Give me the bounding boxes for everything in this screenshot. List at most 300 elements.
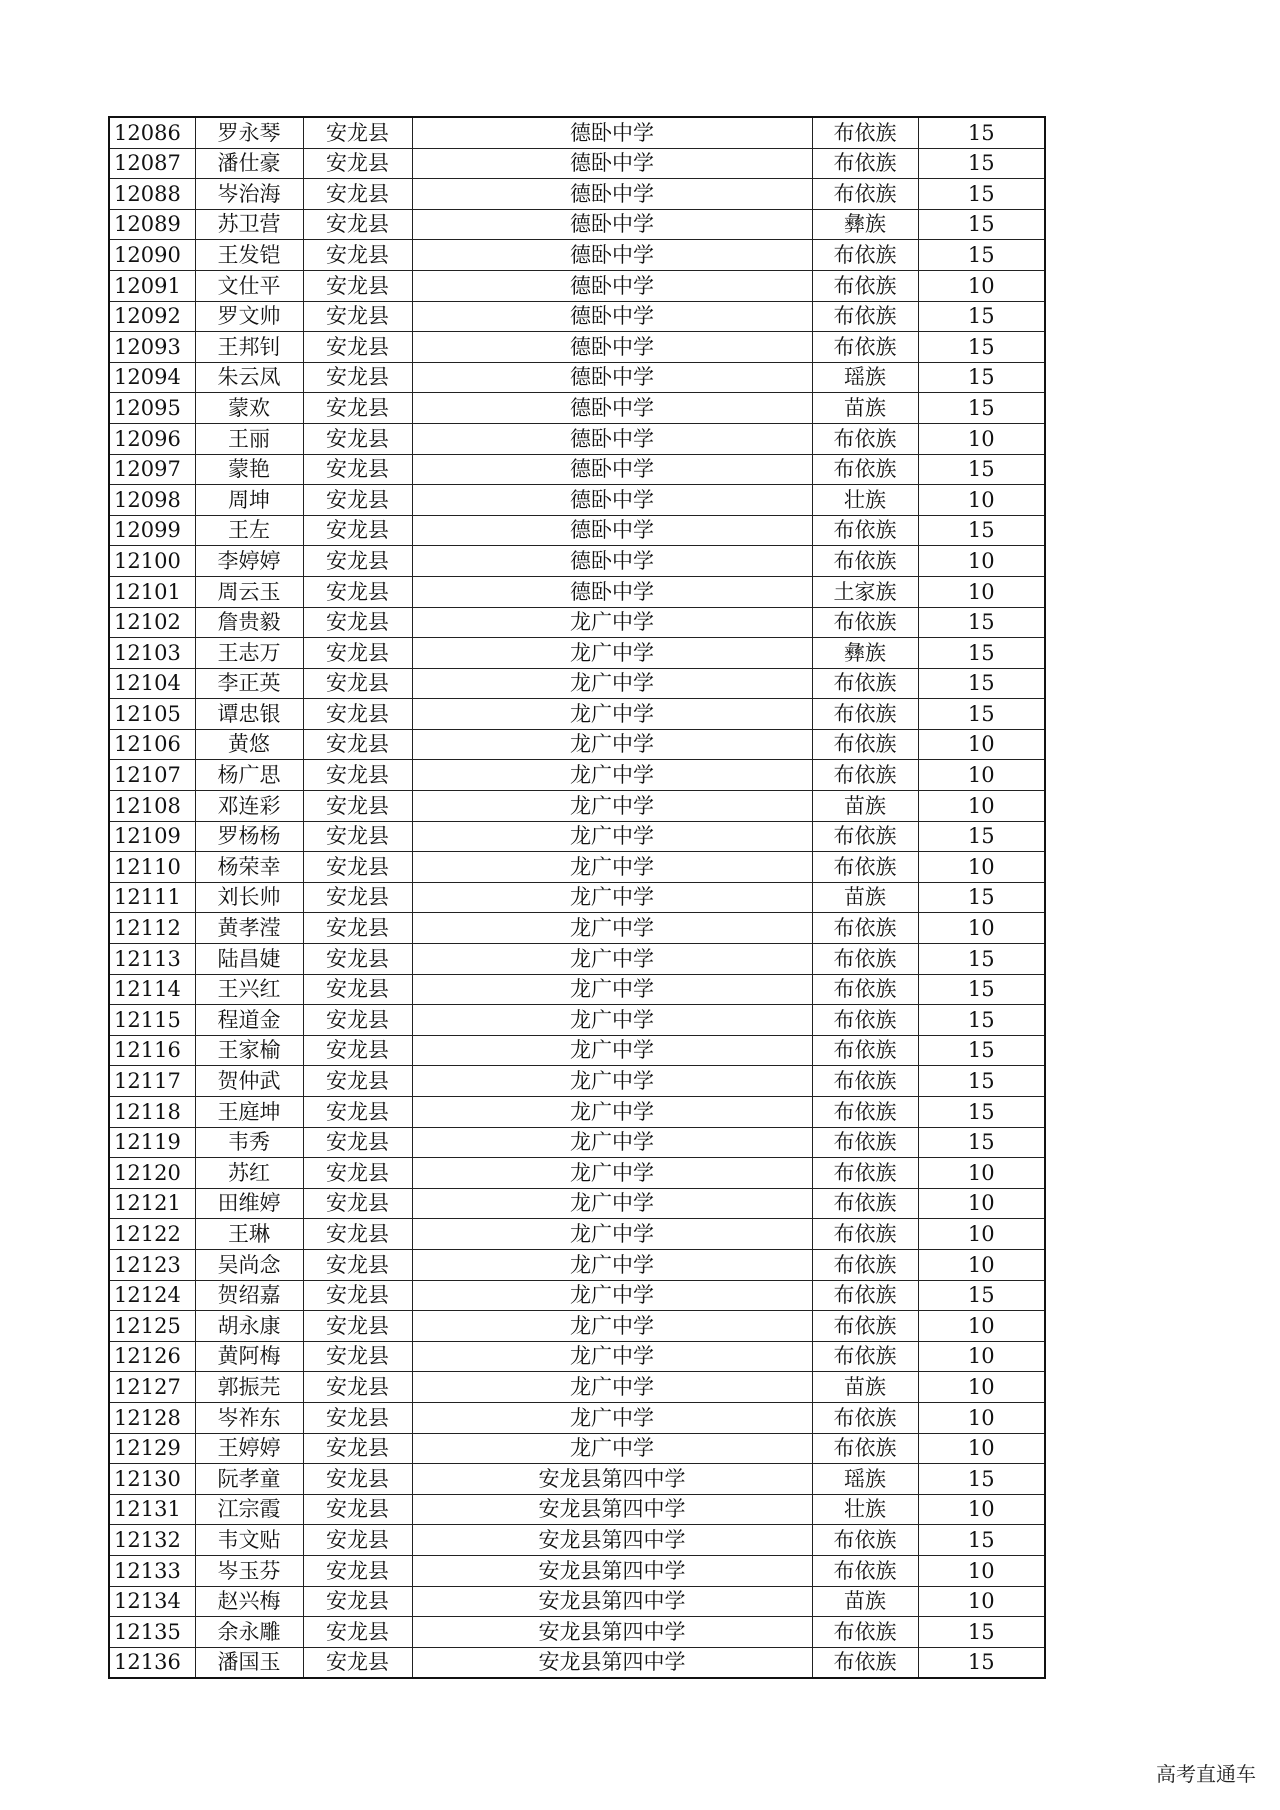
ethnicity-cell: 苗族: [812, 1372, 918, 1403]
table-row: [109, 1555, 1045, 1586]
school-cell: 德卧中学: [412, 515, 812, 546]
points-cell: 15: [918, 974, 1045, 1005]
ethnicity-cell: 布依族: [812, 332, 918, 363]
county-cell: 安龙县: [303, 209, 412, 240]
points-cell: 10: [918, 1219, 1045, 1250]
points-cell: 15: [918, 240, 1045, 271]
name-cell: 王发铠: [195, 240, 303, 271]
county-cell: 安龙县: [303, 882, 412, 913]
school-cell: 德卧中学: [412, 117, 812, 148]
points-cell: 10: [918, 1372, 1045, 1403]
points-cell: 10: [918, 913, 1045, 944]
name-cell: 罗文帅: [195, 301, 303, 332]
county-cell: 安龙县: [303, 179, 412, 210]
school-cell: 龙广中学: [412, 668, 812, 699]
ethnicity-cell: 布依族: [812, 1617, 918, 1648]
table-row: [109, 791, 1045, 822]
table-row: [109, 852, 1045, 883]
table-row: [109, 1066, 1045, 1097]
school-cell: 龙广中学: [412, 1005, 812, 1036]
name-cell: 李婷婷: [195, 546, 303, 577]
name-cell: 周坤: [195, 485, 303, 516]
points-cell: 15: [918, 301, 1045, 332]
points-cell: 10: [918, 1555, 1045, 1586]
name-cell: 邓连彩: [195, 791, 303, 822]
county-cell: 安龙县: [303, 1066, 412, 1097]
name-cell: 苏卫营: [195, 209, 303, 240]
ethnicity-cell: 布依族: [812, 1097, 918, 1128]
points-cell: 15: [918, 1066, 1045, 1097]
ethnicity-cell: 布依族: [812, 240, 918, 271]
number-cell: 12093: [109, 332, 195, 363]
name-cell: 周云玉: [195, 576, 303, 607]
number-cell: 12086: [109, 117, 195, 148]
school-cell: 龙广中学: [412, 1372, 812, 1403]
points-cell: 10: [918, 1586, 1045, 1617]
school-cell: 龙广中学: [412, 1127, 812, 1158]
name-cell: 罗永琴: [195, 117, 303, 148]
school-cell: 德卧中学: [412, 362, 812, 393]
points-cell: 15: [918, 1097, 1045, 1128]
table-row: [109, 760, 1045, 791]
school-cell: 德卧中学: [412, 485, 812, 516]
points-cell: 15: [918, 148, 1045, 179]
number-cell: 12089: [109, 209, 195, 240]
name-cell: 蒙欢: [195, 393, 303, 424]
county-cell: 安龙县: [303, 393, 412, 424]
number-cell: 12103: [109, 638, 195, 669]
points-cell: 15: [918, 821, 1045, 852]
ethnicity-cell: 布依族: [812, 515, 918, 546]
points-cell: 10: [918, 852, 1045, 883]
school-cell: 龙广中学: [412, 913, 812, 944]
ethnicity-cell: 布依族: [812, 1280, 918, 1311]
county-cell: 安龙县: [303, 515, 412, 546]
table-row: [109, 1402, 1045, 1433]
county-cell: 安龙县: [303, 638, 412, 669]
table-row: [109, 913, 1045, 944]
number-cell: 12112: [109, 913, 195, 944]
ethnicity-cell: 布依族: [812, 913, 918, 944]
name-cell: 黄悠: [195, 729, 303, 760]
table-row: [109, 301, 1045, 332]
county-cell: 安龙县: [303, 301, 412, 332]
name-cell: 郭振芫: [195, 1372, 303, 1403]
points-cell: 10: [918, 1249, 1045, 1280]
table-row: [109, 546, 1045, 577]
name-cell: 王婷婷: [195, 1433, 303, 1464]
name-cell: 程道金: [195, 1005, 303, 1036]
table-row: [109, 1464, 1045, 1495]
table-row: [109, 944, 1045, 975]
name-cell: 王左: [195, 515, 303, 546]
number-cell: 12088: [109, 179, 195, 210]
school-cell: 安龙县第四中学: [412, 1586, 812, 1617]
ethnicity-cell: 彝族: [812, 638, 918, 669]
school-cell: 龙广中学: [412, 821, 812, 852]
school-cell: 龙广中学: [412, 1219, 812, 1250]
watermark-text: 高考直通车: [1156, 1762, 1256, 1786]
ethnicity-cell: 瑶族: [812, 362, 918, 393]
number-cell: 12115: [109, 1005, 195, 1036]
number-cell: 12123: [109, 1249, 195, 1280]
school-cell: 安龙县第四中学: [412, 1617, 812, 1648]
name-cell: 杨荣幸: [195, 852, 303, 883]
school-cell: 龙广中学: [412, 1402, 812, 1433]
county-cell: 安龙县: [303, 1005, 412, 1036]
name-cell: 黄阿梅: [195, 1341, 303, 1372]
number-cell: 12124: [109, 1280, 195, 1311]
school-cell: 德卧中学: [412, 209, 812, 240]
school-cell: 龙广中学: [412, 944, 812, 975]
ethnicity-cell: 布依族: [812, 1341, 918, 1372]
number-cell: 12111: [109, 882, 195, 913]
name-cell: 胡永康: [195, 1311, 303, 1342]
county-cell: 安龙县: [303, 240, 412, 271]
name-cell: 江宗霞: [195, 1494, 303, 1525]
name-cell: 韦文贴: [195, 1525, 303, 1556]
points-cell: 15: [918, 209, 1045, 240]
table-row: [109, 1341, 1045, 1372]
ethnicity-cell: 布依族: [812, 454, 918, 485]
points-cell: 15: [918, 117, 1045, 148]
county-cell: 安龙县: [303, 1280, 412, 1311]
ethnicity-cell: 苗族: [812, 882, 918, 913]
number-cell: 12129: [109, 1433, 195, 1464]
name-cell: 谭忠银: [195, 699, 303, 730]
points-cell: 10: [918, 760, 1045, 791]
points-cell: 15: [918, 944, 1045, 975]
county-cell: 安龙县: [303, 332, 412, 363]
number-cell: 12120: [109, 1158, 195, 1189]
county-cell: 安龙县: [303, 1494, 412, 1525]
school-cell: 龙广中学: [412, 638, 812, 669]
points-cell: 15: [918, 1617, 1045, 1648]
name-cell: 潘国玉: [195, 1647, 303, 1678]
county-cell: 安龙县: [303, 1035, 412, 1066]
ethnicity-cell: 布依族: [812, 1402, 918, 1433]
ethnicity-cell: 布依族: [812, 148, 918, 179]
ethnicity-cell: 布依族: [812, 179, 918, 210]
number-cell: 12108: [109, 791, 195, 822]
table-row: [109, 1372, 1045, 1403]
school-cell: 德卧中学: [412, 546, 812, 577]
table-row: [109, 1311, 1045, 1342]
points-cell: 15: [918, 699, 1045, 730]
points-cell: 10: [918, 1311, 1045, 1342]
number-cell: 12133: [109, 1555, 195, 1586]
ethnicity-cell: 布依族: [812, 852, 918, 883]
county-cell: 安龙县: [303, 1586, 412, 1617]
county-cell: 安龙县: [303, 1341, 412, 1372]
points-cell: 10: [918, 423, 1045, 454]
data-table: [108, 116, 1046, 1679]
school-cell: 龙广中学: [412, 1311, 812, 1342]
number-cell: 12091: [109, 270, 195, 301]
county-cell: 安龙县: [303, 821, 412, 852]
name-cell: 阮孝童: [195, 1464, 303, 1495]
number-cell: 12104: [109, 668, 195, 699]
number-cell: 12110: [109, 852, 195, 883]
county-cell: 安龙县: [303, 729, 412, 760]
number-cell: 12130: [109, 1464, 195, 1495]
table-row: [109, 515, 1045, 546]
number-cell: 12106: [109, 729, 195, 760]
county-cell: 安龙县: [303, 1372, 412, 1403]
name-cell: 苏红: [195, 1158, 303, 1189]
table-row: [109, 454, 1045, 485]
school-cell: 龙广中学: [412, 974, 812, 1005]
table-row: [109, 1158, 1045, 1189]
school-cell: 龙广中学: [412, 607, 812, 638]
ethnicity-cell: 布依族: [812, 760, 918, 791]
table-row: [109, 148, 1045, 179]
number-cell: 12090: [109, 240, 195, 271]
table-row: [109, 1433, 1045, 1464]
table-row: [109, 821, 1045, 852]
table-row: [109, 1525, 1045, 1556]
school-cell: 龙广中学: [412, 1249, 812, 1280]
county-cell: 安龙县: [303, 454, 412, 485]
table-row: [109, 393, 1045, 424]
table-row: [109, 362, 1045, 393]
ethnicity-cell: 壮族: [812, 485, 918, 516]
points-cell: 10: [918, 729, 1045, 760]
ethnicity-cell: 土家族: [812, 576, 918, 607]
points-cell: 15: [918, 882, 1045, 913]
county-cell: 安龙县: [303, 1249, 412, 1280]
table-row: [109, 1188, 1045, 1219]
ethnicity-cell: 布依族: [812, 1005, 918, 1036]
table-row: [109, 209, 1045, 240]
number-cell: 12134: [109, 1586, 195, 1617]
county-cell: 安龙县: [303, 1219, 412, 1250]
ethnicity-cell: 苗族: [812, 791, 918, 822]
table-row: [109, 974, 1045, 1005]
school-cell: 龙广中学: [412, 1066, 812, 1097]
number-cell: 12119: [109, 1127, 195, 1158]
table-row: [109, 332, 1045, 363]
school-cell: 德卧中学: [412, 179, 812, 210]
school-cell: 龙广中学: [412, 760, 812, 791]
school-cell: 龙广中学: [412, 882, 812, 913]
number-cell: 12102: [109, 607, 195, 638]
school-cell: 德卧中学: [412, 576, 812, 607]
points-cell: 15: [918, 1525, 1045, 1556]
school-cell: 德卧中学: [412, 270, 812, 301]
county-cell: 安龙县: [303, 1433, 412, 1464]
number-cell: 12100: [109, 546, 195, 577]
county-cell: 安龙县: [303, 362, 412, 393]
points-cell: 15: [918, 668, 1045, 699]
points-cell: 15: [918, 515, 1045, 546]
county-cell: 安龙县: [303, 974, 412, 1005]
ethnicity-cell: 壮族: [812, 1494, 918, 1525]
points-cell: 15: [918, 393, 1045, 424]
points-cell: 10: [918, 1158, 1045, 1189]
number-cell: 12097: [109, 454, 195, 485]
points-cell: 15: [918, 1464, 1045, 1495]
ethnicity-cell: 布依族: [812, 1555, 918, 1586]
county-cell: 安龙县: [303, 607, 412, 638]
points-cell: 10: [918, 791, 1045, 822]
school-cell: 龙广中学: [412, 1188, 812, 1219]
points-cell: 15: [918, 1647, 1045, 1678]
school-cell: 德卧中学: [412, 393, 812, 424]
school-cell: 龙广中学: [412, 1158, 812, 1189]
county-cell: 安龙县: [303, 1647, 412, 1678]
points-cell: 15: [918, 332, 1045, 363]
number-cell: 12127: [109, 1372, 195, 1403]
number-cell: 12116: [109, 1035, 195, 1066]
county-cell: 安龙县: [303, 117, 412, 148]
ethnicity-cell: 布依族: [812, 607, 918, 638]
number-cell: 12126: [109, 1341, 195, 1372]
table-row: [109, 1219, 1045, 1250]
points-cell: 15: [918, 1127, 1045, 1158]
county-cell: 安龙县: [303, 1188, 412, 1219]
table-row: [109, 1097, 1045, 1128]
table-row: [109, 485, 1045, 516]
ethnicity-cell: 布依族: [812, 821, 918, 852]
school-cell: 德卧中学: [412, 454, 812, 485]
number-cell: 12109: [109, 821, 195, 852]
name-cell: 岑祚东: [195, 1402, 303, 1433]
number-cell: 12114: [109, 974, 195, 1005]
points-cell: 10: [918, 485, 1045, 516]
points-cell: 10: [918, 546, 1045, 577]
name-cell: 田维婷: [195, 1188, 303, 1219]
county-cell: 安龙县: [303, 1127, 412, 1158]
ethnicity-cell: 布依族: [812, 1188, 918, 1219]
points-cell: 10: [918, 1433, 1045, 1464]
school-cell: 德卧中学: [412, 240, 812, 271]
number-cell: 12098: [109, 485, 195, 516]
name-cell: 王志万: [195, 638, 303, 669]
county-cell: 安龙县: [303, 1464, 412, 1495]
points-cell: 15: [918, 1280, 1045, 1311]
points-cell: 15: [918, 638, 1045, 669]
ethnicity-cell: 布依族: [812, 1525, 918, 1556]
name-cell: 杨广思: [195, 760, 303, 791]
table-row: [109, 668, 1045, 699]
table-row: [109, 1280, 1045, 1311]
name-cell: 詹贵毅: [195, 607, 303, 638]
county-cell: 安龙县: [303, 944, 412, 975]
name-cell: 文仕平: [195, 270, 303, 301]
school-cell: 龙广中学: [412, 1097, 812, 1128]
table-row: [109, 1035, 1045, 1066]
name-cell: 吴尚念: [195, 1249, 303, 1280]
school-cell: 德卧中学: [412, 301, 812, 332]
ethnicity-cell: 布依族: [812, 1066, 918, 1097]
name-cell: 岑玉芬: [195, 1555, 303, 1586]
name-cell: 蒙艳: [195, 454, 303, 485]
school-cell: 龙广中学: [412, 1433, 812, 1464]
name-cell: 李正英: [195, 668, 303, 699]
name-cell: 陆昌婕: [195, 944, 303, 975]
county-cell: 安龙县: [303, 1402, 412, 1433]
points-cell: 10: [918, 1188, 1045, 1219]
ethnicity-cell: 瑶族: [812, 1464, 918, 1495]
table-row: [109, 1647, 1045, 1678]
name-cell: 潘仕豪: [195, 148, 303, 179]
number-cell: 12117: [109, 1066, 195, 1097]
county-cell: 安龙县: [303, 423, 412, 454]
ethnicity-cell: 布依族: [812, 270, 918, 301]
points-cell: 10: [918, 576, 1045, 607]
number-cell: 12121: [109, 1188, 195, 1219]
table-row: [109, 1586, 1045, 1617]
school-cell: 安龙县第四中学: [412, 1494, 812, 1525]
county-cell: 安龙县: [303, 270, 412, 301]
ethnicity-cell: 布依族: [812, 117, 918, 148]
table-body: [109, 117, 1045, 1678]
county-cell: 安龙县: [303, 1158, 412, 1189]
table-row: [109, 117, 1045, 148]
county-cell: 安龙县: [303, 148, 412, 179]
points-cell: 15: [918, 1035, 1045, 1066]
school-cell: 龙广中学: [412, 1280, 812, 1311]
number-cell: 12125: [109, 1311, 195, 1342]
table-row: [109, 1005, 1045, 1036]
school-cell: 安龙县第四中学: [412, 1555, 812, 1586]
number-cell: 12087: [109, 148, 195, 179]
county-cell: 安龙县: [303, 852, 412, 883]
table-row: [109, 1127, 1045, 1158]
ethnicity-cell: 布依族: [812, 668, 918, 699]
points-cell: 10: [918, 1341, 1045, 1372]
ethnicity-cell: 布依族: [812, 1158, 918, 1189]
school-cell: 龙广中学: [412, 729, 812, 760]
number-cell: 12105: [109, 699, 195, 730]
table-row: [109, 179, 1045, 210]
ethnicity-cell: 苗族: [812, 393, 918, 424]
number-cell: 12095: [109, 393, 195, 424]
table-row: [109, 270, 1045, 301]
school-cell: 龙广中学: [412, 699, 812, 730]
table-row: [109, 576, 1045, 607]
ethnicity-cell: 布依族: [812, 1249, 918, 1280]
county-cell: 安龙县: [303, 760, 412, 791]
ethnicity-cell: 布依族: [812, 699, 918, 730]
name-cell: 岑治海: [195, 179, 303, 210]
name-cell: 韦秀: [195, 1127, 303, 1158]
county-cell: 安龙县: [303, 668, 412, 699]
county-cell: 安龙县: [303, 699, 412, 730]
table-row: [109, 1494, 1045, 1525]
table-row: [109, 1249, 1045, 1280]
name-cell: 王兴红: [195, 974, 303, 1005]
ethnicity-cell: 苗族: [812, 1586, 918, 1617]
points-cell: 15: [918, 362, 1045, 393]
points-cell: 10: [918, 270, 1045, 301]
table-row: [109, 699, 1045, 730]
county-cell: 安龙县: [303, 1525, 412, 1556]
county-cell: 安龙县: [303, 791, 412, 822]
name-cell: 王家榆: [195, 1035, 303, 1066]
name-cell: 朱云凤: [195, 362, 303, 393]
number-cell: 12096: [109, 423, 195, 454]
table-row: [109, 638, 1045, 669]
ethnicity-cell: 布依族: [812, 1035, 918, 1066]
school-cell: 龙广中学: [412, 1035, 812, 1066]
number-cell: 12128: [109, 1402, 195, 1433]
number-cell: 12136: [109, 1647, 195, 1678]
county-cell: 安龙县: [303, 1617, 412, 1648]
name-cell: 贺绍嘉: [195, 1280, 303, 1311]
school-cell: 龙广中学: [412, 852, 812, 883]
